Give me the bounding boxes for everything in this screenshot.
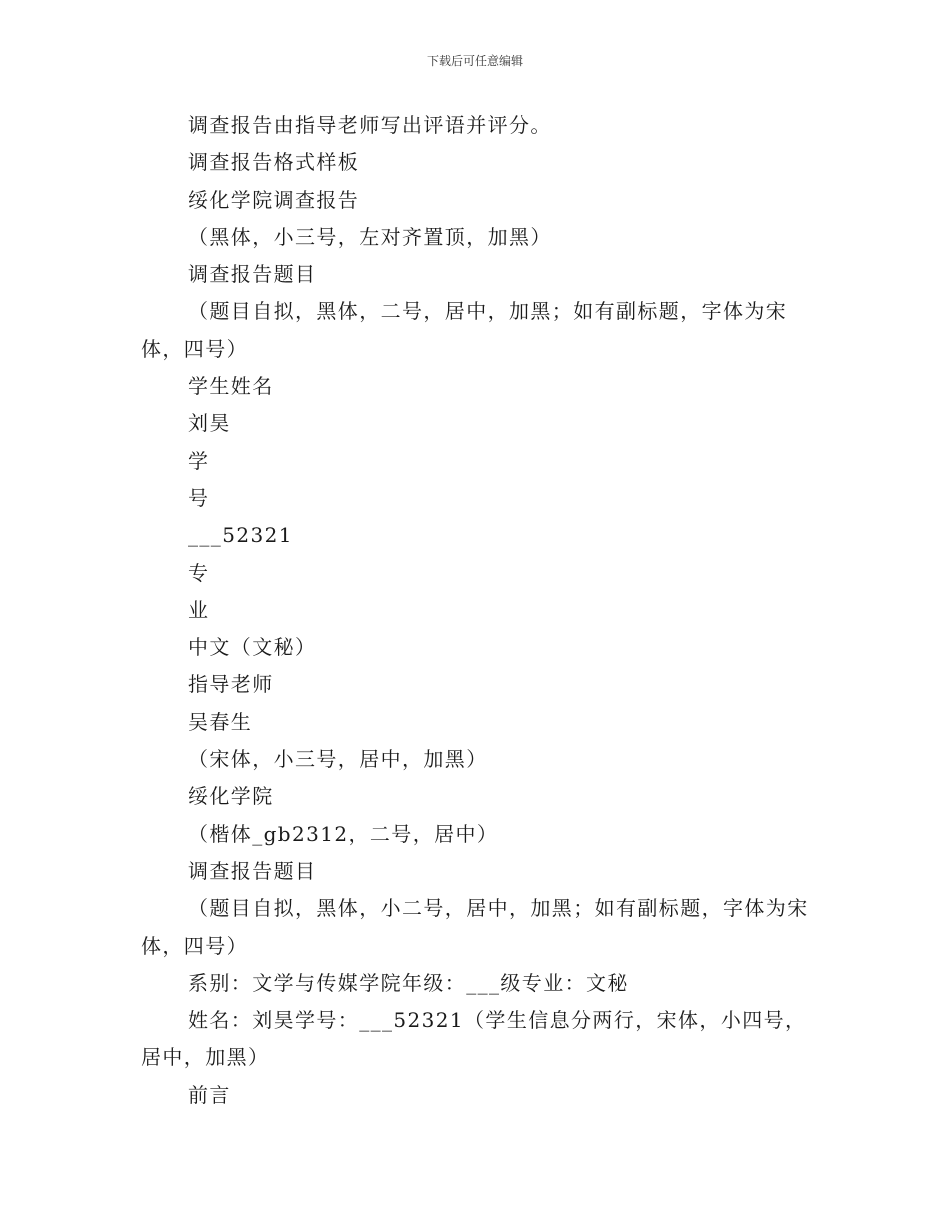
paragraph-id-label-1: 学	[188, 448, 210, 473]
paragraph-student-info: 姓名：刘昊学号：___52321（学生信息分两行，宋体，小四号，居中，加黑）	[141, 1008, 807, 1070]
paragraph-school-report: 绥化学院调查报告	[188, 187, 360, 212]
paragraph-major-label-2: 业	[188, 597, 210, 622]
paragraph-report-title: 调查报告题目	[188, 262, 317, 287]
paragraph-major-label-1: 专	[188, 560, 210, 585]
paragraph-department-info: 系别：文学与传媒学院年级：___级专业：文秘	[188, 970, 629, 995]
paragraph-school-format-note: （楷体_gb2312，二号，居中）	[188, 821, 499, 846]
document-body	[141, 107, 816, 1114]
paragraph-review-note: 调查报告由指导老师写出评语并评分。	[188, 113, 552, 137]
paragraph-report-title-2: 调查报告题目	[188, 858, 317, 883]
paragraph-preface-heading: 前言	[188, 1082, 231, 1107]
paragraph-major: 中文（文秘）	[188, 635, 317, 660]
paragraph-title-format-note: （题目自拟，黑体，二号，居中，加黑；如有副标题，字体为宋体，四号）	[141, 299, 788, 361]
paragraph-title-format-note-2: （题目自拟，黑体，小二号，居中，加黑；如有副标题，字体为宋体，四号）	[141, 896, 809, 958]
paragraph-advisor-name: 吴春生	[188, 709, 253, 734]
page-header: 下载后可任意编辑	[426, 54, 523, 68]
paragraph-info-format-note: （宋体，小三号，居中，加黑）	[188, 747, 488, 772]
paragraph-id-label-2: 号	[188, 485, 210, 510]
paragraph-school-name: 绥化学院	[188, 784, 274, 809]
paragraph-template-title: 调查报告格式样板	[188, 150, 360, 175]
paragraph-student-name-label: 学生姓名	[188, 374, 274, 399]
paragraph-format-note: （黑体，小三号，左对齐置顶，加黑）	[188, 224, 552, 249]
paragraph-student-name: 刘昊	[188, 411, 231, 436]
paragraph-advisor-label: 指导老师	[188, 672, 274, 697]
paragraph-student-id: ___52321	[188, 523, 293, 548]
